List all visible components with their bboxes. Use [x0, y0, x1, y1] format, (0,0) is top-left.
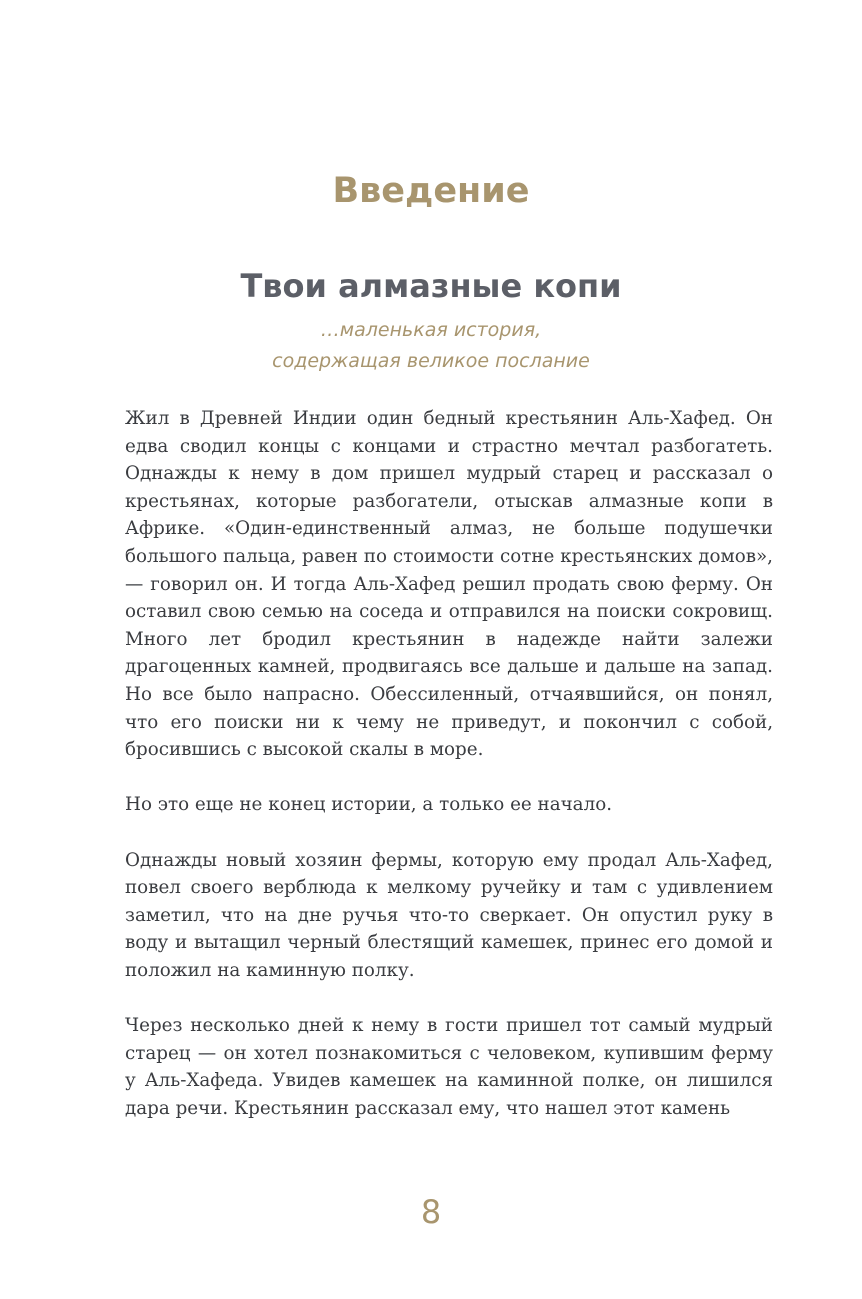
chapter-title: Введение [332, 171, 530, 211]
epigraph-subtitle [0, 315, 862, 377]
subtitle-line-1: …маленькая история, [320, 319, 542, 341]
section-title: Твои алмазные копи [240, 267, 622, 305]
page-number: 8 [420, 1193, 442, 1231]
paragraph: Жил в Древней Индии один бедный крестьянин Аль-Хафед. Он едва сводил концы с концами и страстно мечтал разбогатеть. Однажды к нему в дом пришел мудрый старец и рассказал о крестьянах, которые разбогатели, отыскав алмазные копи в Африке. «Один-единственный алмаз, не больше подушечки большого пальца, равен по стоимости сотне крестьянских домов», — говорил он. И тогда Аль-Хафед решил продать свою ферму. Он оставил свою семью на соседа и отправился на поиски сокровищ. Много лет бродил крестьянин в надежде найти залежи драгоценных камней, продвигаясь все дальше и дальше на запад. Но все было напрасно. Обессиленный, отчаявшийся, он понял, что его поиски ни к чему не приведут, и покончил с собой, бросившись с высокой скалы в море. [125, 408, 773, 761]
paragraph: Через несколько дней к нему в гости пришел тот самый мудрый старец — он хотел познакомиться с человеком, купившим ферму у Аль-Хафеда. Увидев камешек на каминной полке, он лишился дара речи. Крестьянин рассказал ему, что нашел этот камень [125, 1015, 773, 1119]
body-text [125, 405, 773, 1150]
paragraph: Но это еще не конец истории, а только ее начало. [125, 794, 613, 816]
paragraph: Однажды новый хозяин фермы, которую ему продал Аль-Хафед, повел своего верблюда к мелкому ручейку и там с удивлением заметил, что на дне ручья что-то сверкает. Он опустил руку в воду и вытащил черный блестящий камешек, принес его домой и положил на каминную полку. [125, 849, 773, 981]
subtitle-line-2: содержащая великое послание [272, 350, 590, 372]
